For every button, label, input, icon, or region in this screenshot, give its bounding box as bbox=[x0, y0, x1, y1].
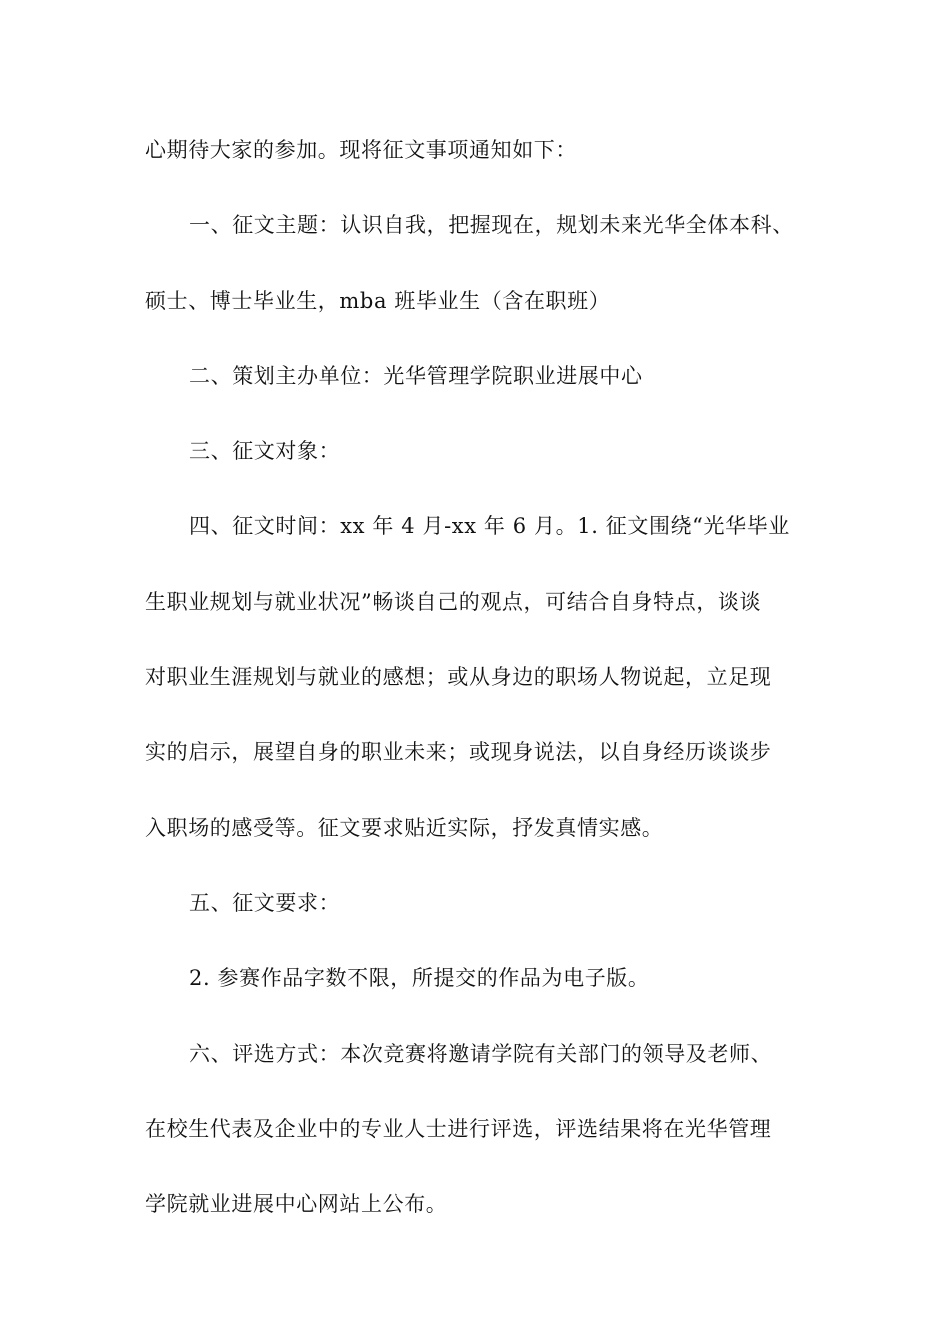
text-line-8: 对职业生涯规划与就业的感想；或从身边的职场人物说起，立足现 bbox=[145, 665, 772, 690]
text-line-1: 心期待大家的参加。现将征文事项通知如下： bbox=[145, 138, 577, 162]
text-line-9: 实的启示，展望自身的职业未来；或现身说法，以自身经历谈谈步 bbox=[145, 740, 772, 765]
text-line-4: 二、策划主办单位：光华管理学院职业进展中心 bbox=[189, 363, 643, 388]
text-line-11: 五、征文要求： bbox=[189, 890, 341, 915]
text-line-15: 学院就业进展中心网站上公布。 bbox=[145, 1192, 448, 1217]
text-line-13: 六、评选方式：本次竞赛将邀请学院有关部门的领导及老师、 bbox=[189, 1041, 773, 1066]
text-line-12: 2. 参赛作品字数不限，所提交的作品为电子版。 bbox=[189, 966, 650, 991]
text-line-14: 在校生代表及企业中的专业人士进行评选，评选结果将在光华管理 bbox=[145, 1116, 772, 1141]
text-line-5: 三、征文对象： bbox=[189, 439, 341, 464]
text-line-6: 四、征文时间：xx 年 4 月-xx 年 6 月。1. 征文围绕“光华毕业 bbox=[189, 514, 790, 539]
text-line-7: 生职业规划与就业状况”畅谈自己的观点，可结合自身特点，谈谈 bbox=[145, 589, 762, 614]
text-line-3: 硕士、博士毕业生，mba 班毕业生（含在职班） bbox=[145, 288, 611, 313]
text-line-10: 入职场的感受等。征文要求贴近实际，抒发真情实感。 bbox=[145, 815, 664, 840]
text-line-2: 一、征文主题：认识自我，把握现在，规划未来光华全体本科、 bbox=[189, 213, 794, 238]
document-body bbox=[145, 128, 810, 1257]
